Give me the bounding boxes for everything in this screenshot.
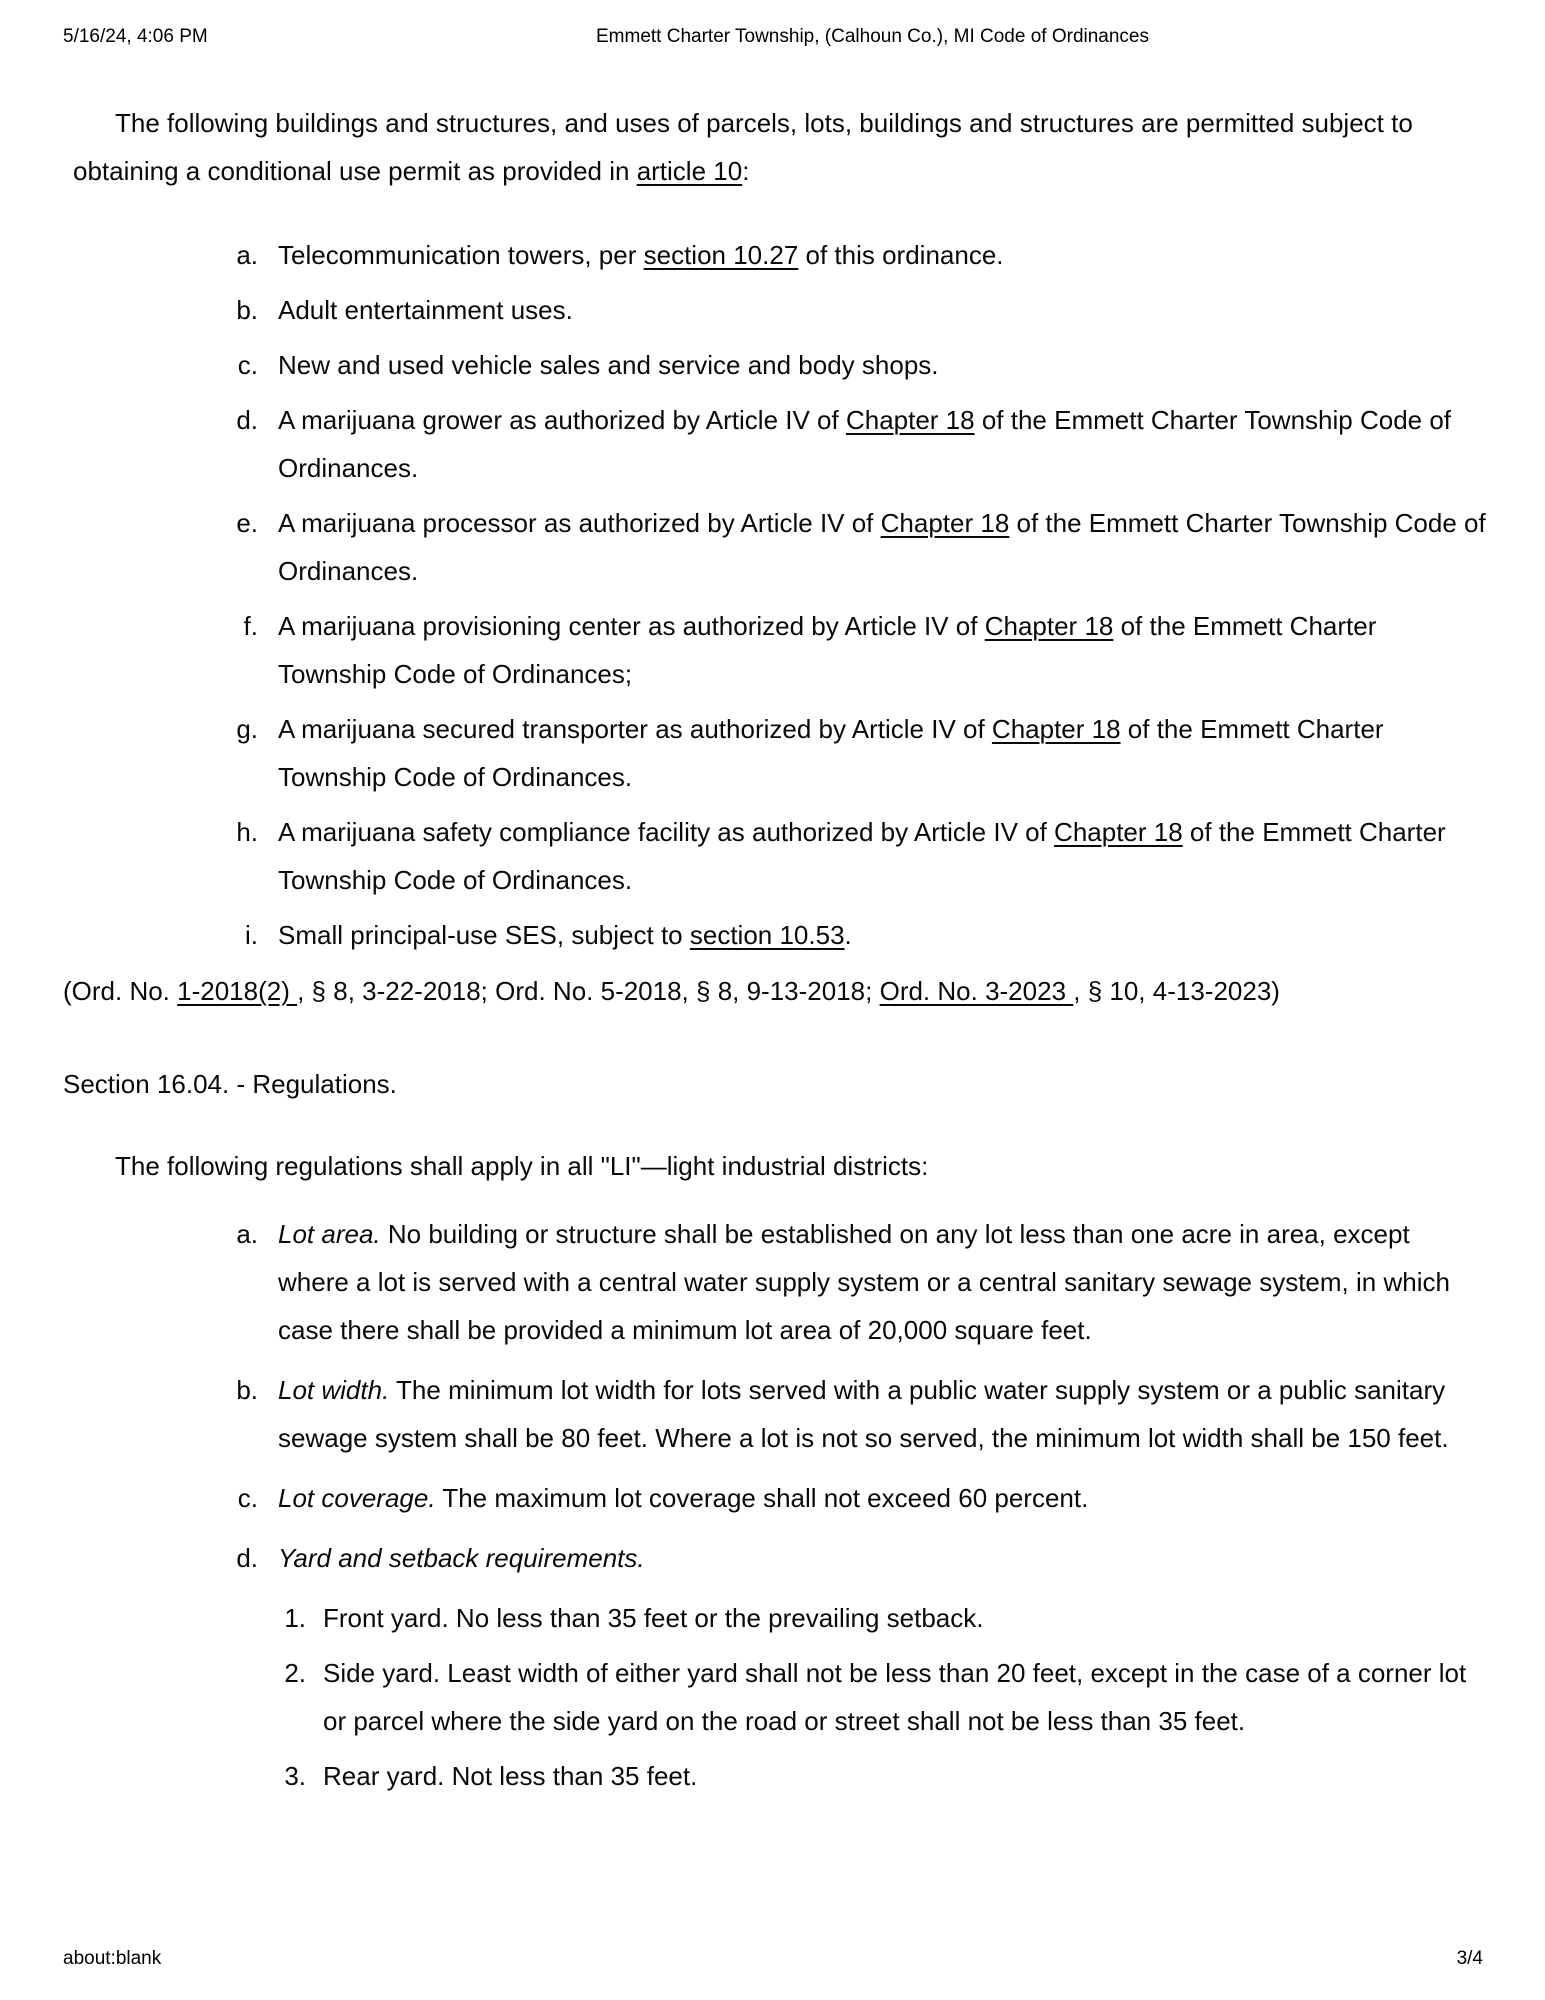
permitted-use-item (63, 286, 1487, 334)
header-document-title: Emmett Charter Township, (Calhoun Co.), MI Code of Ordinances (596, 26, 1149, 47)
list-marker: b. (236, 1375, 258, 1405)
permitted-use-item (63, 499, 1487, 595)
list-marker: c. (237, 350, 258, 380)
item-text: A marijuana provisioning center as authorized by Article IV of (278, 611, 985, 641)
regulation-lead-in: Lot area. (278, 1219, 381, 1249)
list-marker: d. (236, 405, 258, 435)
regulation-lead-in: Lot width. (278, 1375, 390, 1405)
list-marker: a. (236, 240, 258, 270)
setback-item (278, 1594, 1487, 1642)
permitted-use-item (63, 911, 1487, 959)
item-text: A marijuana safety compliance facility as authorized by Article IV of (278, 817, 1055, 847)
setback-item (278, 1752, 1487, 1800)
permitted-use-item (63, 396, 1487, 492)
list-marker: 2. (284, 1658, 306, 1688)
cross-reference-link[interactable]: section 10.53 (689, 920, 845, 950)
item-text-after-link: of the Emmett Charter Township Code of Ordinances. (278, 508, 1486, 586)
regulation-lead-in: Yard and setback requirements. (278, 1543, 645, 1573)
setback-text: Rear yard. Not less than 35 feet. (323, 1761, 698, 1791)
article-10-link[interactable]: article 10 (636, 156, 743, 186)
list-marker: g. (236, 714, 258, 744)
setback-text: Front yard. No less than 35 feet or the prevailing setback. (323, 1603, 984, 1633)
intro-colon: : (742, 156, 750, 186)
list-marker: a. (236, 1219, 258, 1249)
cross-reference-link[interactable]: Chapter 18 (1054, 817, 1183, 847)
header-datetime: 5/16/24, 4:06 PM (63, 26, 208, 47)
permitted-use-item (63, 231, 1487, 279)
list-marker: b. (236, 295, 258, 325)
section-heading: Section 16.04. - Regulations. (63, 1069, 397, 1099)
footer-url: about:blank (63, 1948, 162, 1969)
item-text-after-link: of the Emmett Charter Township Code of Ordinances. (278, 817, 1446, 895)
permitted-use-item (63, 705, 1487, 801)
regulation-item (63, 1366, 1487, 1462)
item-text: Telecommunication towers, per (278, 240, 644, 270)
ordinance-1-2018-link[interactable]: 1-2018(2) (177, 976, 298, 1006)
regulation-text: No building or structure shall be established on any lot less than one acre in area, except where a lot is served with a central water supply system or a central sanitary sewage system, in which case there shall be provided a minimum lot area of 20,000 square feet. (278, 1219, 1450, 1345)
item-text: A marijuana processor as authorized by Article IV of (278, 508, 881, 538)
permitted-use-item (63, 808, 1487, 904)
citation-text: (Ord. No. (63, 976, 178, 1006)
regulation-text: The maximum lot coverage shall not exceed 60 percent. (435, 1483, 1089, 1513)
regulation-item (63, 1534, 1487, 1800)
setback-sublist (278, 1594, 1487, 1800)
citation-text-mid: , § 8, 3-22-2018; Ord. No. 5-2018, § 8, 9-13-2018; (297, 976, 880, 1006)
cross-reference-link[interactable]: Chapter 18 (845, 405, 975, 435)
list-marker: h. (236, 817, 258, 847)
setback-item (278, 1649, 1487, 1745)
item-text-after-link: of this ordinance. (798, 240, 1004, 270)
permitted-uses-list (63, 231, 1487, 959)
list-marker: f. (243, 611, 258, 641)
permitted-use-item (63, 341, 1487, 389)
regulations-list (63, 1210, 1487, 1800)
permitted-use-item (63, 602, 1487, 698)
item-text-after-link: of the Emmett Charter Township Code of Ordinances. (278, 714, 1384, 792)
item-text: A marijuana secured transporter as authorized by Article IV of (278, 714, 992, 744)
list-marker: e. (236, 508, 258, 538)
list-marker: d. (236, 1543, 258, 1573)
cross-reference-link[interactable]: Chapter 18 (880, 508, 1010, 538)
item-text-after-link: of the Emmett Charter Township Code of Ordinances. (278, 405, 1452, 483)
document-content (63, 0, 1487, 1807)
regulation-text: The minimum lot width for lots served with a public water supply system or a public sanitary sewage system shall be 80 feet. Where a lot is not so served, the minimum lot width shall be 150 feet. (278, 1375, 1449, 1453)
item-text: Small principal-use SES, subject to (278, 920, 690, 950)
item-text-after-link: of the Emmett Charter Township Code of Ordinances; (278, 611, 1377, 689)
item-text-after-link: . (844, 920, 852, 950)
footer-page-number: 3/4 (1456, 1948, 1483, 1969)
item-text: New and used vehicle sales and service and body shops. (278, 350, 939, 380)
cross-reference-link[interactable]: section 10.27 (643, 240, 799, 270)
citation-text-end: , § 10, 4-13-2023) (1073, 976, 1280, 1006)
regulations-intro-paragraph: The following regulations shall apply in all "LI"—light industrial districts: (115, 1151, 929, 1181)
cross-reference-link[interactable]: Chapter 18 (984, 611, 1114, 641)
item-text: A marijuana grower as authorized by Article IV of (278, 405, 846, 435)
list-marker: 1. (284, 1603, 306, 1633)
conditional-uses-intro-paragraph (73, 99, 1487, 195)
list-marker: c. (237, 1483, 258, 1513)
regulation-item (63, 1474, 1487, 1522)
cross-reference-link[interactable]: Chapter 18 (991, 714, 1121, 744)
ordinance-3-2023-link[interactable]: Ord. No. 3-2023 (879, 976, 1074, 1006)
intro-text: The following buildings and structures, and uses of parcels, lots, buildings and structures are permitted subject to obtaining a conditional use permit as provided in (73, 108, 1413, 186)
list-marker: i. (245, 920, 258, 950)
print-footer (63, 1948, 1483, 1970)
list-marker: 3. (284, 1761, 306, 1791)
ordinance-citation (63, 967, 1487, 1015)
item-text: Adult entertainment uses. (278, 295, 573, 325)
regulation-lead-in: Lot coverage. (278, 1483, 436, 1513)
setback-text: Side yard. Least width of either yard shall not be less than 20 feet, except in the case of a corner lot or parcel where the side yard on the road or street shall not be less than 35 feet. (323, 1658, 1467, 1736)
regulation-item (63, 1210, 1487, 1354)
